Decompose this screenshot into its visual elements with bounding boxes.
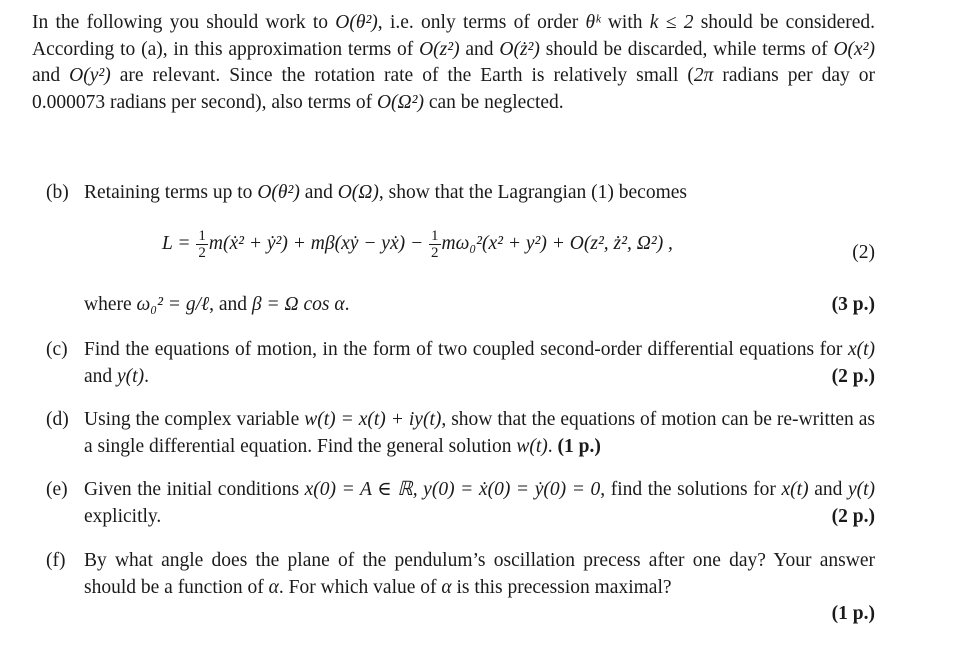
part-label: (e) [46,479,68,500]
text: , show that the equations of motion can be re-written as a single differential equation. Find the general solution [84,409,875,457]
fraction-denominator: 2 [198,245,206,261]
text: and [808,479,848,500]
part-label: (f) [46,550,66,571]
math-inline: O(ż²) [499,38,540,60]
text: . For which value of [278,576,442,598]
math-inline: O(y²) [69,65,111,87]
equation-term: mω₀²(x² + y²) + O(z², ż², Ω²) , [441,232,673,254]
part-label: (d) [46,409,69,430]
part-b-text [84,180,875,207]
points-badge: (1 p.) [557,435,601,457]
text: and [299,182,338,203]
math-inline: x(t) [847,339,875,360]
math-inline: x(0) = A ∈ ℝ, y(0) = ẋ(0) = ẏ(0) = 0 [304,479,601,500]
equation-term: m(ẋ² + ẏ²) + mβ(xẏ − yẋ) − [208,232,429,254]
text: explicitly. [84,505,162,527]
part-d-text [84,407,875,460]
text: , and [209,294,252,315]
math-inline: θᵏ [585,12,601,33]
text: , find the solutions for [600,479,782,500]
text: where [84,294,137,315]
intro-text: In the following you should work to [32,12,336,33]
part-label: (c) [46,339,68,360]
lagrangian-equation [32,228,875,282]
intro-text: and [32,65,70,87]
math-inline: O(x²) [833,38,876,60]
math-inline: β = Ω cos α [251,294,345,315]
intro-text: with [600,12,650,33]
math-inline: w(t) = x(t) + iy(t) [304,409,442,430]
math-inline: O(θ²) [257,182,300,203]
text: Find the equations of motion, in the form of two coupled second-order differential equations for [84,339,848,360]
where-line [84,292,875,319]
math-inline: y(t) [117,365,145,387]
math-inline: y(t) [847,479,876,500]
text: . [547,435,558,457]
math-inline: O(z²) [419,38,460,60]
math-inline: α [441,576,452,598]
part-d [32,407,875,460]
intro-text: , i.e. only terms of order [377,12,586,33]
text: By what angle does the plane of the pendulum’s oscillation precess after one day? Your answer should be a function of [84,550,875,598]
part-e-text [84,477,875,530]
intro-text: can be neglected. [424,91,564,113]
fraction-half [429,228,441,261]
points-badge: (2 p.) [831,505,875,527]
part-c-text [84,337,875,390]
fraction-half [196,228,208,261]
text: Given the initial conditions [84,479,305,500]
text: . [344,294,350,315]
intro-text: should be discarded, while terms of [539,38,834,60]
intro-paragraph [32,10,875,116]
text: is this precession maximal? [451,576,672,598]
problem-page [32,10,876,625]
equation-body [162,228,673,261]
points-badge: (1 p.) [831,603,875,625]
math-inline: O(Ω²) [376,91,424,113]
math-inline: ω₀² = g/ℓ [136,294,210,315]
text: and [84,365,118,387]
math-inline: O(Ω) [337,182,379,203]
intro-text: and [459,38,500,60]
part-f [32,548,875,628]
math-inline: w(t) [516,435,548,457]
part-b [32,180,875,207]
math-inline: k ≤ 2 [649,12,694,33]
part-b-where [32,292,875,319]
math-inline: O(θ²) [335,12,378,33]
text: Using the complex variable [84,409,305,430]
text: , show that the Lagrangian (1) becomes [378,182,687,203]
fraction-numerator: 1 [431,228,439,244]
points-badge: (3 p.) [831,294,875,315]
intro-text: radians per day or 0.000073 radians per second), also terms of [32,65,876,113]
text: Retaining terms up to [84,182,258,203]
intro-text: are relevant. Since the rotation rate of the Earth is relatively small ( [110,65,694,87]
math-inline: 2π [693,65,714,87]
equation-lhs: L = [162,232,196,254]
part-label: (b) [46,182,69,203]
math-inline: x(t) [781,479,809,500]
fraction-denominator: 2 [431,245,439,261]
part-e [32,477,875,530]
math-inline: α [268,576,279,598]
points-row [84,601,875,628]
equation-number: (2) [852,242,875,263]
text: . [144,365,149,387]
part-f-text [84,548,875,628]
intro-text: should be considered. According to (a), in this approximation terms of [32,12,876,60]
points-badge: (2 p.) [831,365,875,387]
part-c [32,337,875,390]
fraction-numerator: 1 [198,228,206,244]
